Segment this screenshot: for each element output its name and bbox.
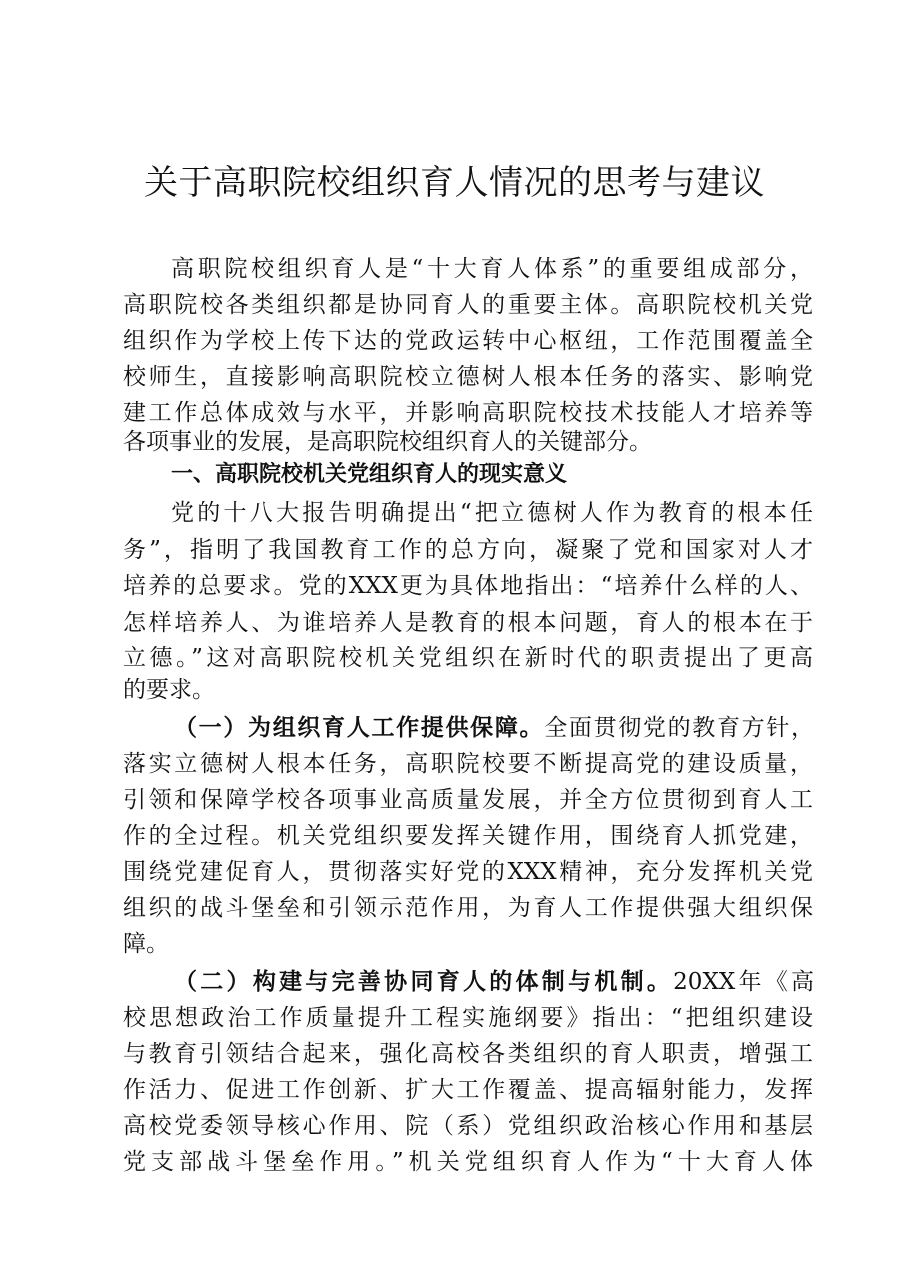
intro-line-3: 组织作为学校上传下达的党政运转中心枢纽，工作范围覆盖全 (123, 328, 813, 354)
subsection-1-line-5: 围绕党建促育人，贯彻落实好党的XXX精神，充分发挥机关党 (123, 859, 813, 885)
section-1-line-2: 务”，指明了我国教育工作的总方向，凝聚了党和国家对人才 (123, 537, 813, 563)
section-1-line-3: 培养的总要求。党的XXX更为具体地指出：“培养什么样的人、 (123, 573, 813, 599)
intro-line-4: 校师生，直接影响高职院校立德树人根本任务的落实、影响党 (123, 364, 813, 390)
subsection-1-line-1 (174, 708, 814, 748)
section-1-heading: 一、高职院校机关党组织育人的现实意义 (171, 462, 568, 487)
subsection-2-line-2: 校思想政治工作质量提升工程实施纲要》指出：“把组织建设 (123, 1005, 813, 1031)
section-1-line-1: 党的十八大报告明确提出“把立德树人作为教育的根本任 (171, 500, 813, 526)
section-1-line-6: 的要求。 (123, 677, 215, 703)
intro-line-5: 建工作总体成效与水平，并影响高职院校技术技能人才培养等 (123, 400, 813, 426)
subsection-2-line-3: 与教育引领结合起来，强化高校各类组织的育人职责，增强工 (123, 1041, 813, 1067)
section-1-line-4: 怎样培养人、为谁培养人是教育的根本问题，育人的根本在于 (123, 610, 813, 636)
document-title: 关于高职院校组织育人情况的思考与建议 (144, 163, 765, 203)
intro-line-2: 高职院校各类组织都是协同育人的重要主体。高职院校机关党 (123, 292, 813, 318)
subsection-2-line-6: 党支部战斗堡垒作用。”机关党组织育人作为“十大育人体 (123, 1149, 813, 1175)
intro-line-6: 各项事业的发展，是高职院校组织育人的关键部分。 (123, 429, 652, 455)
subsection-1-line-2: 落实立德树人根本任务，高职院校要不断提高党的建设质量， (123, 751, 813, 777)
subsection-2-line-5: 高校党委领导核心作用、院（系）党组织政治核心作用和基层 (123, 1113, 813, 1139)
intro-line-1: 高职院校组织育人是“十大育人体系”的重要组成部分， (171, 256, 813, 282)
subsection-1-line-6: 组织的战斗堡垒和引领示范作用，为育人工作提供强大组织保 (123, 895, 813, 921)
subsection-1-line-3: 引领和保障学校各项事业高质量发展，并全方位贯彻到育人工 (123, 787, 813, 813)
subsection-1-line-7: 障。 (123, 931, 169, 957)
subsection-2-line-4: 作活力、促进工作创新、扩大工作覆盖、提高辐射能力，发挥 (123, 1077, 813, 1103)
subsection-1-line-4: 作的全过程。机关党组织要发挥关键作用，围绕育人抓党建， (123, 823, 813, 849)
subsection-1-first-line-text: 全面贯彻党的教育方针， (544, 715, 814, 741)
subsection-2-heading: （二）构建与完善协同育人的体制与机制。 (174, 968, 674, 995)
section-1-line-5: 立德。”这对高职院校机关党组织在新时代的职责提出了更高 (123, 645, 813, 671)
subsection-2-first-line-text: 20XX年《高 (673, 969, 814, 995)
subsection-2-line-1 (174, 962, 814, 1002)
subsection-1-heading: （一）为组织育人工作提供保障。 (174, 714, 545, 741)
